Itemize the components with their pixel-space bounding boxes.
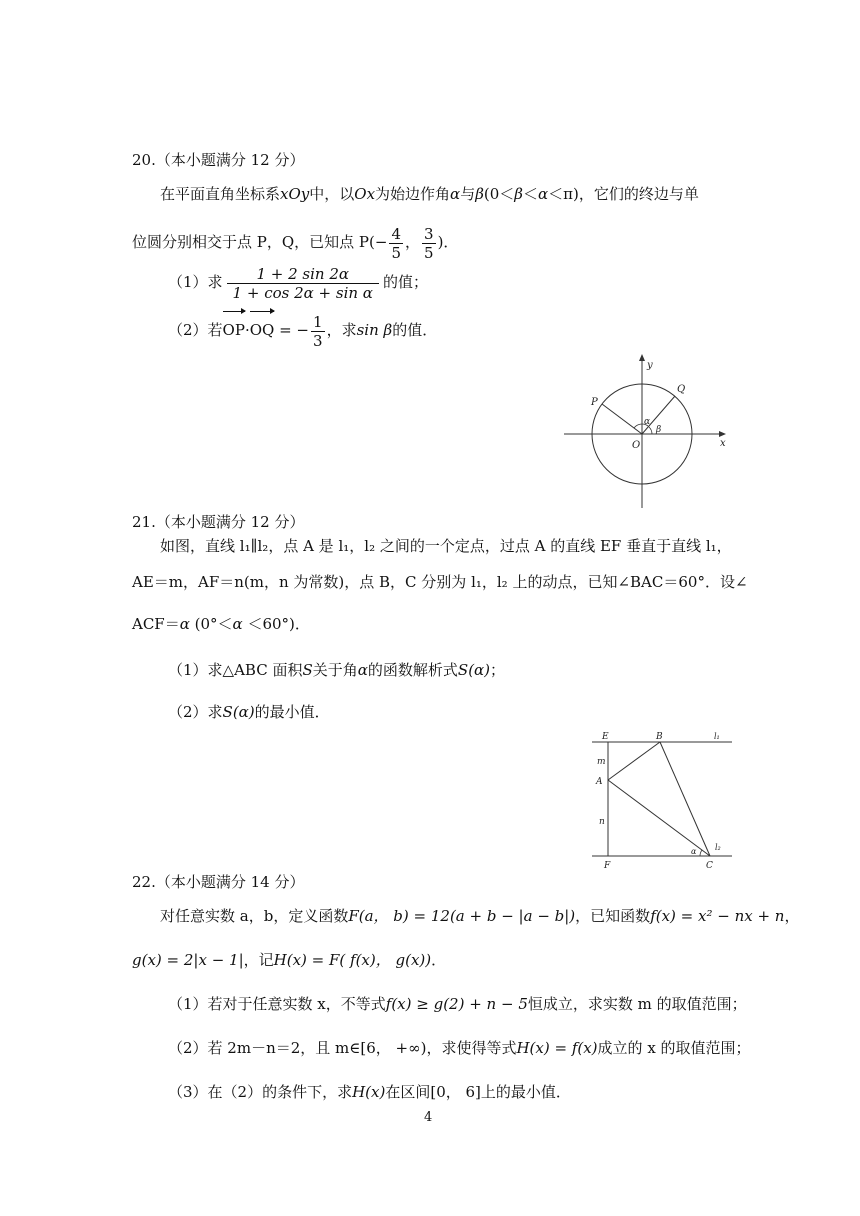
- q21-line3: ACF＝α (0°＜α ＜60°)．: [132, 615, 310, 633]
- segment-n-label: n: [599, 817, 605, 827]
- fraction-4-5: $\frac{4}{5}$: [391, 224, 401, 262]
- fraction-3-5: $\frac{3}{5}$: [424, 224, 434, 262]
- q22-line2: g(x) = 2|x − 1|，记H(x) = F( f(x)， g(x))．: [132, 951, 447, 969]
- q20-part2: （2）若OP·OQ = − $\frac{1}{3}$ ，求sin β的值．: [168, 310, 437, 350]
- vector-op: OP: [223, 310, 245, 350]
- point-e-label: E: [602, 732, 609, 742]
- point-f-label: F: [604, 861, 611, 871]
- point-q-label: Q: [677, 384, 686, 395]
- q20-line1: 在平面直角坐标系xOy中，以Ox为始边作角α与β(0＜β＜α＜π)，它们的终边与单: [160, 185, 699, 203]
- line-l2-label: l₂: [715, 843, 721, 852]
- parallel-lines-figure: [592, 732, 732, 872]
- q22-title: 22.（本小题满分 14 分）: [132, 873, 305, 891]
- q21-title: 21.（本小题满分 12 分）: [132, 513, 305, 531]
- q21-line1: 如图，直线 l₁∥l₂，点 A 是 l₁，l₂ 之间的一个定点，过点 A 的直线 EF 垂直于直线 l₁，: [160, 537, 732, 555]
- segment-m-label: m: [597, 757, 606, 767]
- point-b-label: B: [656, 732, 663, 742]
- q22-part3: （3）在（2）的条件下，求H(x)在区间[0， 6]上的最小值．: [168, 1083, 571, 1101]
- x-axis-label: x: [720, 438, 726, 449]
- point-p-label: P: [591, 397, 598, 408]
- q20-part1: （1）求 $\frac{1 + 2 \sin 2\alpha}{\text{1 + cos 2α + sin α}}$ 的值；: [168, 264, 428, 302]
- angle-alpha-label: α: [691, 847, 697, 856]
- origin-label: O: [632, 440, 641, 451]
- q22-part2: （2）若 2m－n＝2，且 m∈[6， +∞)，求使得等式H(x) = f(x)成立的 x 的取值范围；: [168, 1039, 751, 1057]
- vector-oq: OQ: [250, 310, 275, 350]
- page-number: 4: [424, 1110, 433, 1125]
- unit-circle-figure: [560, 352, 740, 512]
- q20-part1-fraction: $\frac{1 + 2 \sin 2\alpha}{\text{1 + cos 2α + sin α}}$: [227, 265, 379, 302]
- angle-alpha-label: α: [644, 417, 651, 427]
- q20-line2: 位圆分别相交于点 P，Q，已知点 P(− $\frac{4}{5}$ ， $\frac{3}{5}$ )．: [132, 224, 459, 262]
- q22-line1: 对任意实数 a，b，定义函数F(a， b) = 12(a + b − |a − b|)，已知函数f(x) = x² − nx + n，: [160, 907, 800, 925]
- q22-part1: （1）若对于任意实数 x，不等式f(x) ≥ g(2) + n − 5恒成立，求实数 m 的取值范围；: [168, 995, 747, 1013]
- q21-line2: AE＝m，AF＝n(m，n 为常数)，点 B，C 分别为 l₁，l₂ 上的动点，已知∠BAC＝60°．设∠: [132, 573, 748, 591]
- q20-title: 20.（本小题满分 12 分）: [132, 151, 305, 169]
- point-a-label: A: [596, 777, 603, 787]
- y-axis-label: y: [647, 360, 653, 371]
- line-l1-label: l₁: [714, 732, 720, 741]
- q21-part1: （1）求△ABC 面积S关于角α的函数解析式S(α)；: [168, 661, 506, 679]
- angle-beta-label: β: [656, 425, 662, 435]
- fraction-1-3: $\frac{1}{3}$: [313, 312, 323, 350]
- q21-part2: （2）求S(α)的最小值．: [168, 703, 330, 721]
- point-c-label: C: [706, 861, 713, 871]
